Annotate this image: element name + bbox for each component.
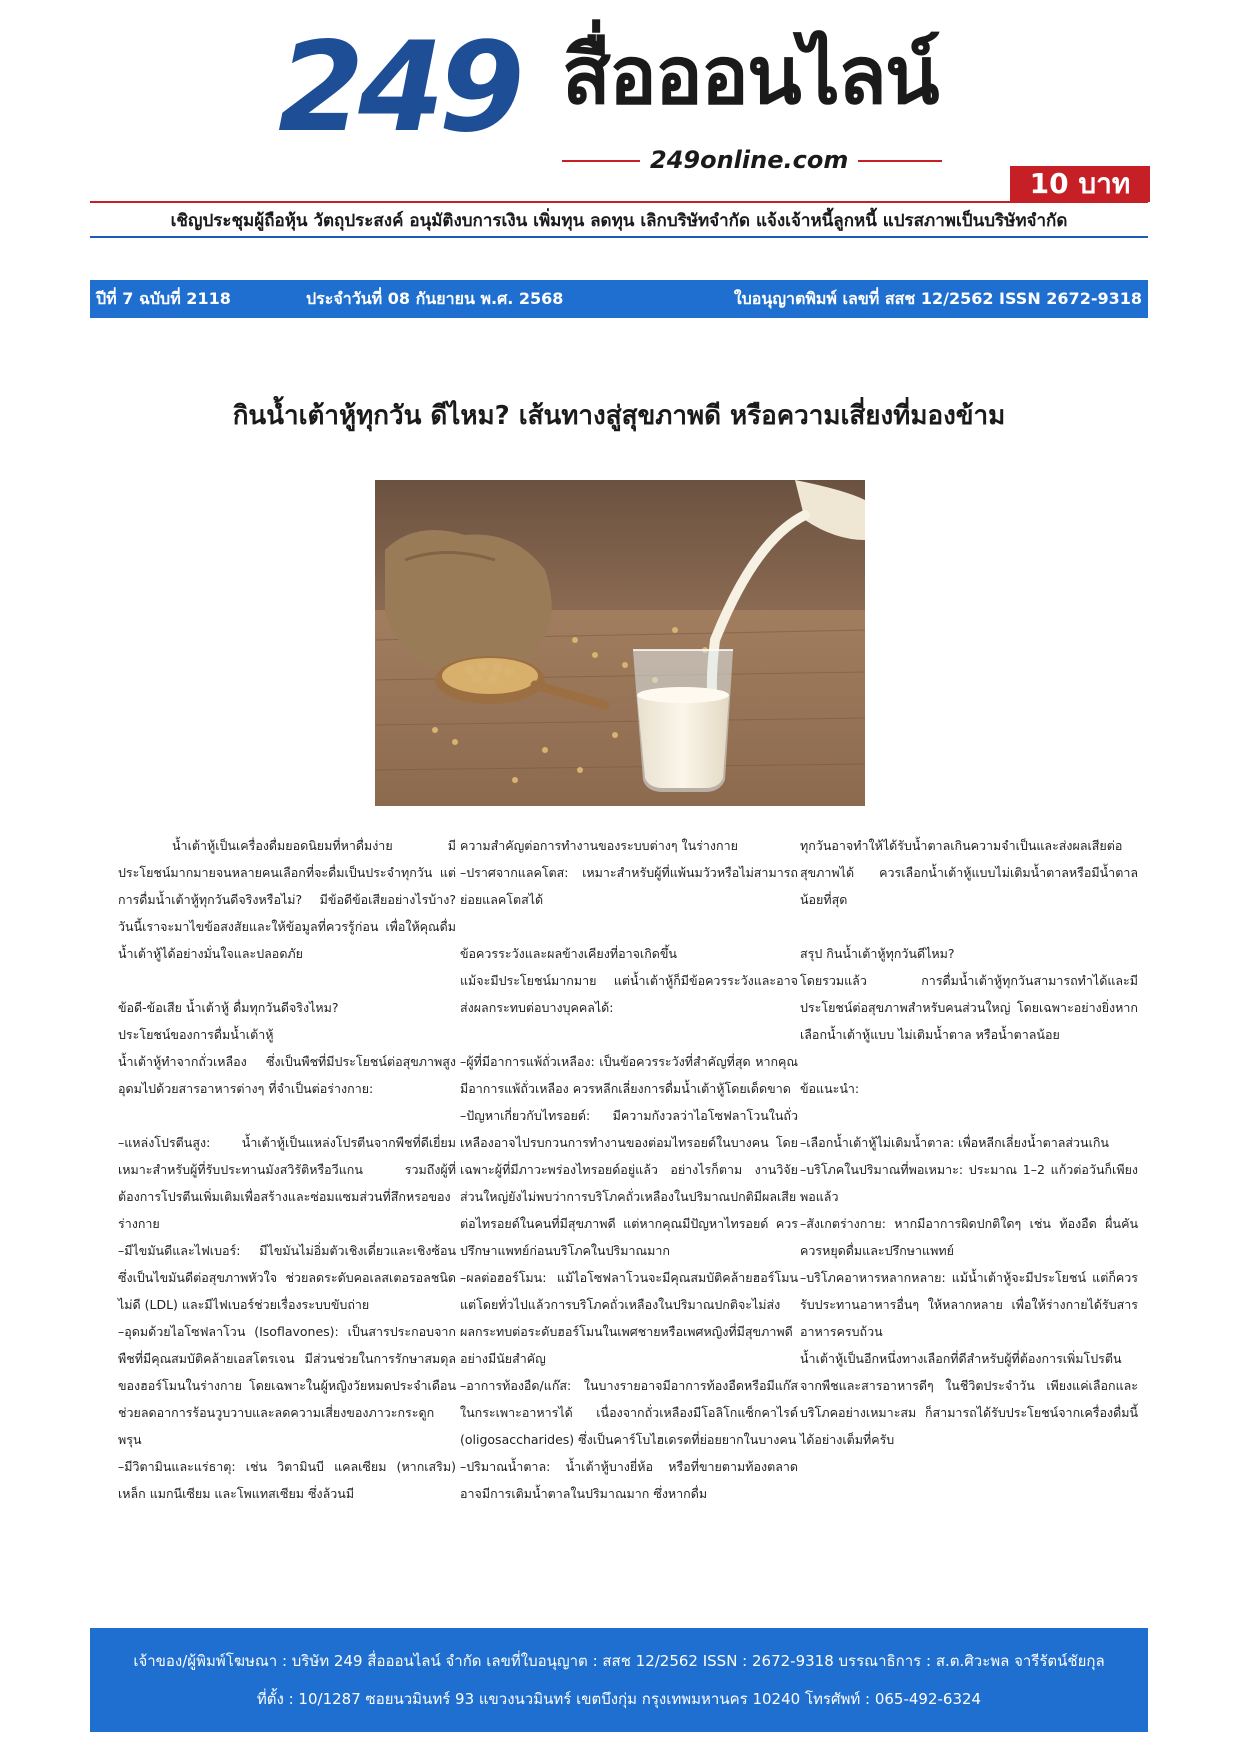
issue-bar [90,280,1148,318]
article-paragraph: แม้จะมีประโยชน์มากมาย แต่น้ำเต้าหู้ก็มีข้อควรระวังและอาจส่งผลกระทบต่อบางบุคคลได้: [460,973,798,1015]
article-paragraph: ทุกวันอาจทำให้ได้รับน้ำตาลเกินความจำเป็นและส่งผลเสียต่อสุขภาพได้ ควรเลือกน้ำเต้าหู้แบบไม่เติมน้ำตาลหรือมีน้ำตาลน้อยที่สุด [800,838,1138,907]
article-column-3 [800,832,1138,1453]
bullet-item: –ปราศจากแลคโตส: เหมาะสำหรับผู้ที่แพ้นมวัวหรือไม่สามารถย่อยแลคโตสได้ [460,865,798,907]
bullet-item: –มีวิตามินและแร่ธาตุ: เช่น วิตามินบี แคลเซียม (หากเสริม) เหล็ก แมกนีเซียม และโพแทสเซียม ซึ่งล้วนมี [118,1459,456,1501]
bullet-item: –แหล่งโปรตีนสูง: น้ำเต้าหู้เป็นแหล่งโปรตีนจากพืชที่ดีเยี่ยม เหมาะสำหรับผู้ที่รับประทานมังสวิรัติหรือวีแกน รวมถึงผู้ที่ต้องการโปรตีนเพิ่มเติมเพื่อสร้างและซ่อมแซมส่วนที่สึกหรอของร่างกาย [118,1135,456,1231]
article-column-1 [118,832,456,1507]
footer-address-line: ที่ตั้ง : 10/1287 ซอยนวมินทร์ 93 แขวงนวมินทร์ เขตบึงกุ่ม กรุงเทพมหานคร 10240 โทรศัพท์ : 065-492-6324 [256,1690,982,1708]
section-heading: สรุป กินน้ำเต้าหู้ทุกวันดีไหม? [800,946,955,961]
issue-license: ใบอนุญาตพิมพ์ เลขที่ สสช 12/2562 ISSN 2672-9318 [733,289,1142,308]
article-paragraph: ความสำคัญต่อการทำงานของระบบต่างๆ ในร่างกาย [460,838,738,853]
bullet-item: –อาการท้องอืด/แก๊ส: ในบางรายอาจมีอาการท้องอืดหรือมีแก๊สในกระเพาะอาหารได้ เนื่องจากถั่วเหลืองมีโอลิโกแซ็กคาไรด์ (oligosaccharides) ซึ่งเป็นคาร์โบไฮเดรตที่ย่อยยากในบางคน [460,1378,798,1447]
section-heading: ข้อดี-ข้อเสีย น้ำเต้าหู้ ดื่มทุกวันดีจริงไหม? [118,1000,339,1015]
bullet-item: –มีไขมันดีและไฟเบอร์: มีไขมันไม่อิ่มตัวเชิงเดี่ยวและเชิงซ้อน ซึ่งเป็นไขมันดีต่อสุขภาพหัวใจ ช่วยลดระดับคอเลสเตอรอลชนิดไม่ดี (LDL) และมีไฟเบอร์ช่วยเรื่องระบบขับถ่าย [118,1243,456,1312]
section-heading: ข้อควรระวังและผลข้างเคียงที่อาจเกิดขึ้น [460,946,677,961]
article-paragraph: โดยรวมแล้ว การดื่มน้ำเต้าหู้ทุกวันสามารถทำได้และมีประโยชน์ต่อสุขภาพสำหรับคนส่วนใหญ่ โดยเฉพาะอย่างยิ่งหากเลือกน้ำเต้าหู้แบบ ไม่เติมน้ำตาล หรือน้ำตาลน้อย [800,973,1138,1042]
subsection-heading: ประโยชน์ของการดื่มน้ำเต้าหู้ [118,1027,274,1042]
bullet-item: –ผู้ที่มีอาการแพ้ถั่วเหลือง: เป็นข้อควรระวังที่สำคัญที่สุด หากคุณมีอาการแพ้ถั่วเหลือง ควรหลีกเลี่ยงการดื่มน้ำเต้าหู้โดยเด็ดขาด [460,1054,798,1096]
masthead-tagline: เชิญประชุมผู้ถือหุ้น วัตถุประสงค์ อนุมัติงบการเงิน เพิ่มทุน ลดทุน เลิกบริษัทจำกัด แจ้งเจ้าหนี้ลูกหนี้ แปรสภาพเป็นบริษัทจำกัด [170,211,1068,231]
issue-number: ปีที่ 7 ฉบับที่ 2118 [96,289,231,308]
bullet-item: –ผลต่อฮอร์โมน: แม้ไอโซฟลาโวนจะมีคุณสมบัติคล้ายฮอร์โมน แต่โดยทั่วไปแล้วการบริโภคถั่วเหลืองในปริมาณปกติจะไม่ส่งผลกระทบต่อระดับฮอร์โมนในเพศชายหรือเพศหญิงที่มีสุขภาพดีอย่างมีนัยสำคัญ [460,1270,798,1366]
publisher-footer [90,1628,1148,1732]
article-paragraph: น้ำเต้าหู้เป็นอีกหนึ่งทางเลือกที่ดีสำหรับผู้ที่ต้องการเพิ่มโปรตีนจากพืชและสารอาหารดีๆ ในชีวิตประจำวัน เพียงแค่เลือกและบริโภคอย่างเหมาะสม ก็สามารถได้รับประโยชน์จากเครื่องดื่มนี้ได้อย่างเต็มที่ครับ [800,1351,1138,1447]
logo-thai-wordmark: สื่อออนไลน์ [562,29,938,122]
bullet-item: –สังเกตร่างกาย: หากมีอาการผิดปกติใดๆ เช่น ท้องอืด ผื่นคัน ควรหยุดดื่มและปรึกษาแพทย์ [800,1216,1138,1258]
issue-date: ประจำวันที่ 08 กันยายน พ.ศ. 2568 [306,289,564,308]
logo-number: 249 [278,16,519,160]
bullet-item: –อุดมด้วยไอโซฟลาโวน (Isoflavones): เป็นสารประกอบจากพืชที่มีคุณสมบัติคล้ายเอสโตรเจน มีส่วนช่วยในการรักษาสมดุลของฮอร์โมนในร่างกาย โดยเฉพาะในผู้หญิงวัยหมดประจำเดือน ช่วยลดอาการร้อนวูบวาบและลดความเสี่ยงของภาวะกระดูกพรุน [118,1324,456,1447]
price-badge: 10 บาท [1010,166,1150,202]
footer-publisher-line: เจ้าของ/ผู้พิมพ์โฆษณา : บริษัท 249 สื่อออนไลน์ จำกัด เลขที่ใบอนุญาต : สสช 12/2562 ISSN : 2672-9318 บรรณาธิการ : ส.ต.ศิวะพล จารีรัตน์ชัยกุล [133,1652,1105,1670]
article-column-2 [460,832,798,1507]
soy-milk-photo [375,480,865,806]
bullet-item: –บริโภคอาหารหลากหลาย: แม้น้ำเต้าหู้จะมีประโยชน์ แต่ก็ควรรับประทานอาหารอื่นๆ ให้หลากหลาย เพื่อให้ร่างกายได้รับสารอาหารครบถ้วน [800,1270,1138,1339]
bullet-item: –ปริมาณน้ำตาล: น้ำเต้าหู้บางยี่ห้อ หรือที่ขายตามท้องตลาด อาจมีการเติมน้ำตาลในปริมาณมาก ซึ่งหากดื่ม [460,1459,798,1501]
bullet-item: –เลือกน้ำเต้าหู้ไม่เติมน้ำตาล: เพื่อหลีกเลี่ยงน้ำตาลส่วนเกิน [800,1135,1109,1150]
subsection-heading: ข้อแนะนำ: [800,1081,860,1096]
masthead-blue-rule [90,236,1148,238]
article-paragraph: น้ำเต้าหู้เป็นเครื่องดื่มยอดนิยมที่หาดื่มง่าย มีประโยชน์มากมายจนหลายคนเลือกที่จะดื่มเป็นประจำทุกวัน แต่การดื่มน้ำเต้าหู้ทุกวันดีจริงหรือไม่? มีข้อดีข้อเสียอย่างไรบ้าง? วันนี้เราจะมาไขข้อสงสัยและให้ข้อมูลที่ควรรู้ก่อน เพื่อให้คุณดื่มน้ำเต้าหู้ได้อย่างมั่นใจและปลอดภัย [118,838,456,961]
masthead [0,0,1240,260]
masthead-red-rule [90,201,1148,203]
bullet-item: –บริโภคในปริมาณที่พอเหมาะ: ประมาณ 1–2 แก้วต่อวันก็เพียงพอแล้ว [800,1162,1138,1204]
article-headline: กินน้ำเต้าหู้ทุกวัน ดีไหม? เส้นทางสู่สุขภาพดี หรือความเสี่ยงที่มองข้าม [232,401,1006,431]
bullet-item: –ปัญหาเกี่ยวกับไทรอยด์: มีความกังวลว่าไอโซฟลาโวนในถั่วเหลืองอาจไปรบกวนการทำงานของต่อมไทรอยด์ในบางคน โดยเฉพาะผู้ที่มีภาวะพร่องไทรอยด์อยู่แล้ว อย่างไรก็ตาม งานวิจัยส่วนใหญ่ยังไม่พบว่าการบริโภคถั่วเหลืองในปริมาณปกติมีผลเสียต่อไทรอยด์ในคนที่มีสุขภาพดี แต่หากคุณมีปัญหาไทรอยด์ ควรปรึกษาแพทย์ก่อนบริโภคในปริมาณมาก [460,1108,798,1258]
article-paragraph: น้ำเต้าหู้ทำจากถั่วเหลือง ซึ่งเป็นพืชที่มีประโยชน์ต่อสุขภาพสูง อุดมไปด้วยสารอาหารต่างๆ ที่จำเป็นต่อร่างกาย: [118,1054,456,1096]
logo-url: 249online.com [640,146,858,174]
